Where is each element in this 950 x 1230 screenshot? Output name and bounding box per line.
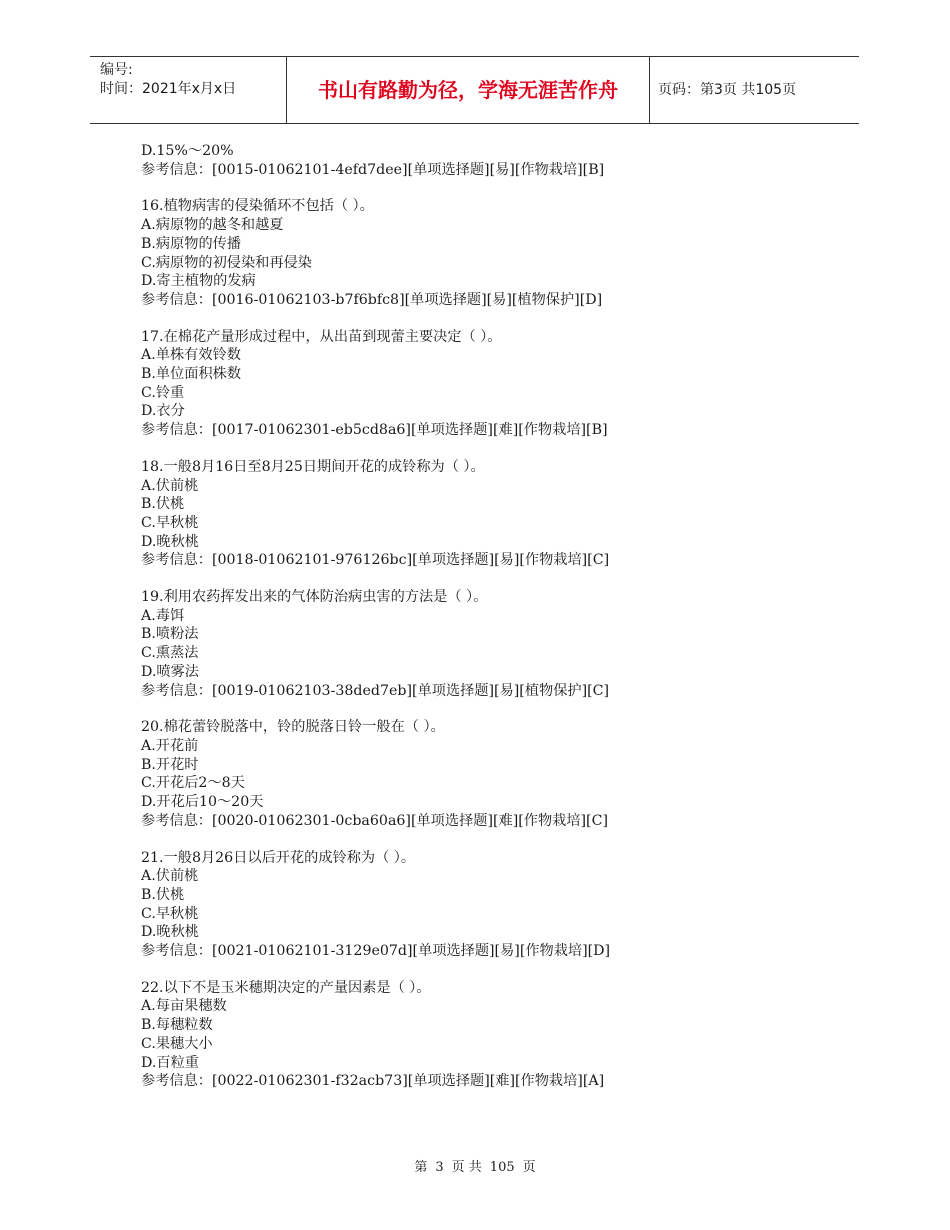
header-number-label: 编号: [100,62,133,78]
question-block [141,588,861,700]
question-stem: 17.在棉花产量形成过程中，从出苗到现蕾主要决定（ ）。 [141,328,502,345]
header-divider [649,57,650,123]
reference-info: 参考信息：[0015-01062101-4efd7dee][单项选择题][易][作物栽培][B] [141,161,605,178]
option-line: D.百粒重 [141,1054,199,1071]
header-meta [100,61,290,99]
partial-question [141,142,861,179]
header-time-label: 时间：2021年x月x日 [100,81,237,97]
option-line: D.寄主植物的发病 [141,273,256,290]
option-line: B.病原物的传播 [141,235,242,252]
option-line: C.铃重 [141,384,185,401]
reference-info: 参考信息：[0018-01062101-976126bc][单项选择题][易][作物栽培][C] [141,552,610,569]
option-line: A.单株有效铃数 [141,347,241,364]
page-header [90,56,859,124]
reference-info: 参考信息：[0017-01062301-eb5cd8a6][单项选择题][难][作物栽培][B] [141,422,608,439]
reference-info: 参考信息：[0020-01062301-0cba60a6][单项选择题][难][作物栽培][C] [141,812,608,829]
reference-info: 参考信息：[0019-01062103-38ded7eb][单项选择题][易][植物保护][C] [141,682,610,699]
question-block [141,197,861,309]
option-line: A.伏前桃 [141,868,199,885]
option-line: C.熏蒸法 [141,645,199,662]
option-line: D.晚秋桃 [141,924,199,941]
header-page-info: 页码：第3页 共105页 [658,82,797,98]
option-line: D.开花后10～20天 [141,794,264,811]
option-line: B.每穗粒数 [141,1017,213,1034]
option-line: B.单位面积株数 [141,366,242,383]
option-line: C.病原物的初侵染和再侵染 [141,254,312,271]
footer-total-pages: 105 [489,1160,515,1175]
question-list [141,142,861,1109]
footer-text: 页 共 [451,1160,482,1175]
option-line: D.晚秋桃 [141,533,199,550]
header-motto: 书山有路勤为径，学海无涯苦作舟 [318,78,618,102]
question-stem: 21.一般8月26日以后开花的成铃称为（ ）。 [141,849,416,866]
question-block [141,979,861,1091]
option-line: B.伏桃 [141,886,185,903]
footer-text: 页 [522,1160,536,1175]
option-line: C.早秋桃 [141,905,199,922]
footer-text: 第 [414,1160,428,1175]
reference-info: 参考信息：[0016-01062103-b7f6bfc8][单项选择题][易][植物保护][D] [141,291,603,308]
question-stem: 18.一般8月16日至8月25日期间开花的成铃称为（ ）。 [141,458,485,475]
option-line: D.15%～20% [141,143,234,159]
option-line: B.开花时 [141,756,199,773]
option-line: A.病原物的越冬和越夏 [141,217,284,234]
question-block [141,718,861,830]
footer-current-page: 3 [435,1160,444,1175]
reference-info: 参考信息：[0022-01062301-f32acb73][单项选择题][难][作物栽培][A] [141,1073,605,1090]
question-stem: 19.利用农药挥发出来的气体防治病虫害的方法是（ ）。 [141,589,488,606]
option-line: B.伏桃 [141,496,185,513]
option-line: D.喷雾法 [141,663,199,680]
option-line: B.喷粉法 [141,626,199,643]
question-stem: 22.以下不是玉米穗期决定的产量因素是（ ）。 [141,979,431,996]
option-line: A.开花前 [141,737,199,754]
page-footer [0,1156,950,1175]
option-line: C.开花后2～8天 [141,775,245,792]
question-stem: 20.棉花蕾铃脱落中，铃的脱落日铃一般在（ ）。 [141,719,445,736]
question-block [141,849,861,961]
question-stem: 16.植物病害的侵染循环不包括（ ）。 [141,198,374,215]
option-line: A.毒饵 [141,607,185,624]
question-block [141,458,861,570]
option-line: C.早秋桃 [141,514,199,531]
option-line: C.果穗大小 [141,1035,213,1052]
reference-info: 参考信息：[0021-01062101-3129e07d][单项选择题][易][作物栽培][D] [141,943,611,960]
question-block [141,328,861,440]
option-line: D.衣分 [141,403,185,420]
option-line: A.每亩果穗数 [141,998,227,1015]
option-line: A.伏前桃 [141,477,199,494]
